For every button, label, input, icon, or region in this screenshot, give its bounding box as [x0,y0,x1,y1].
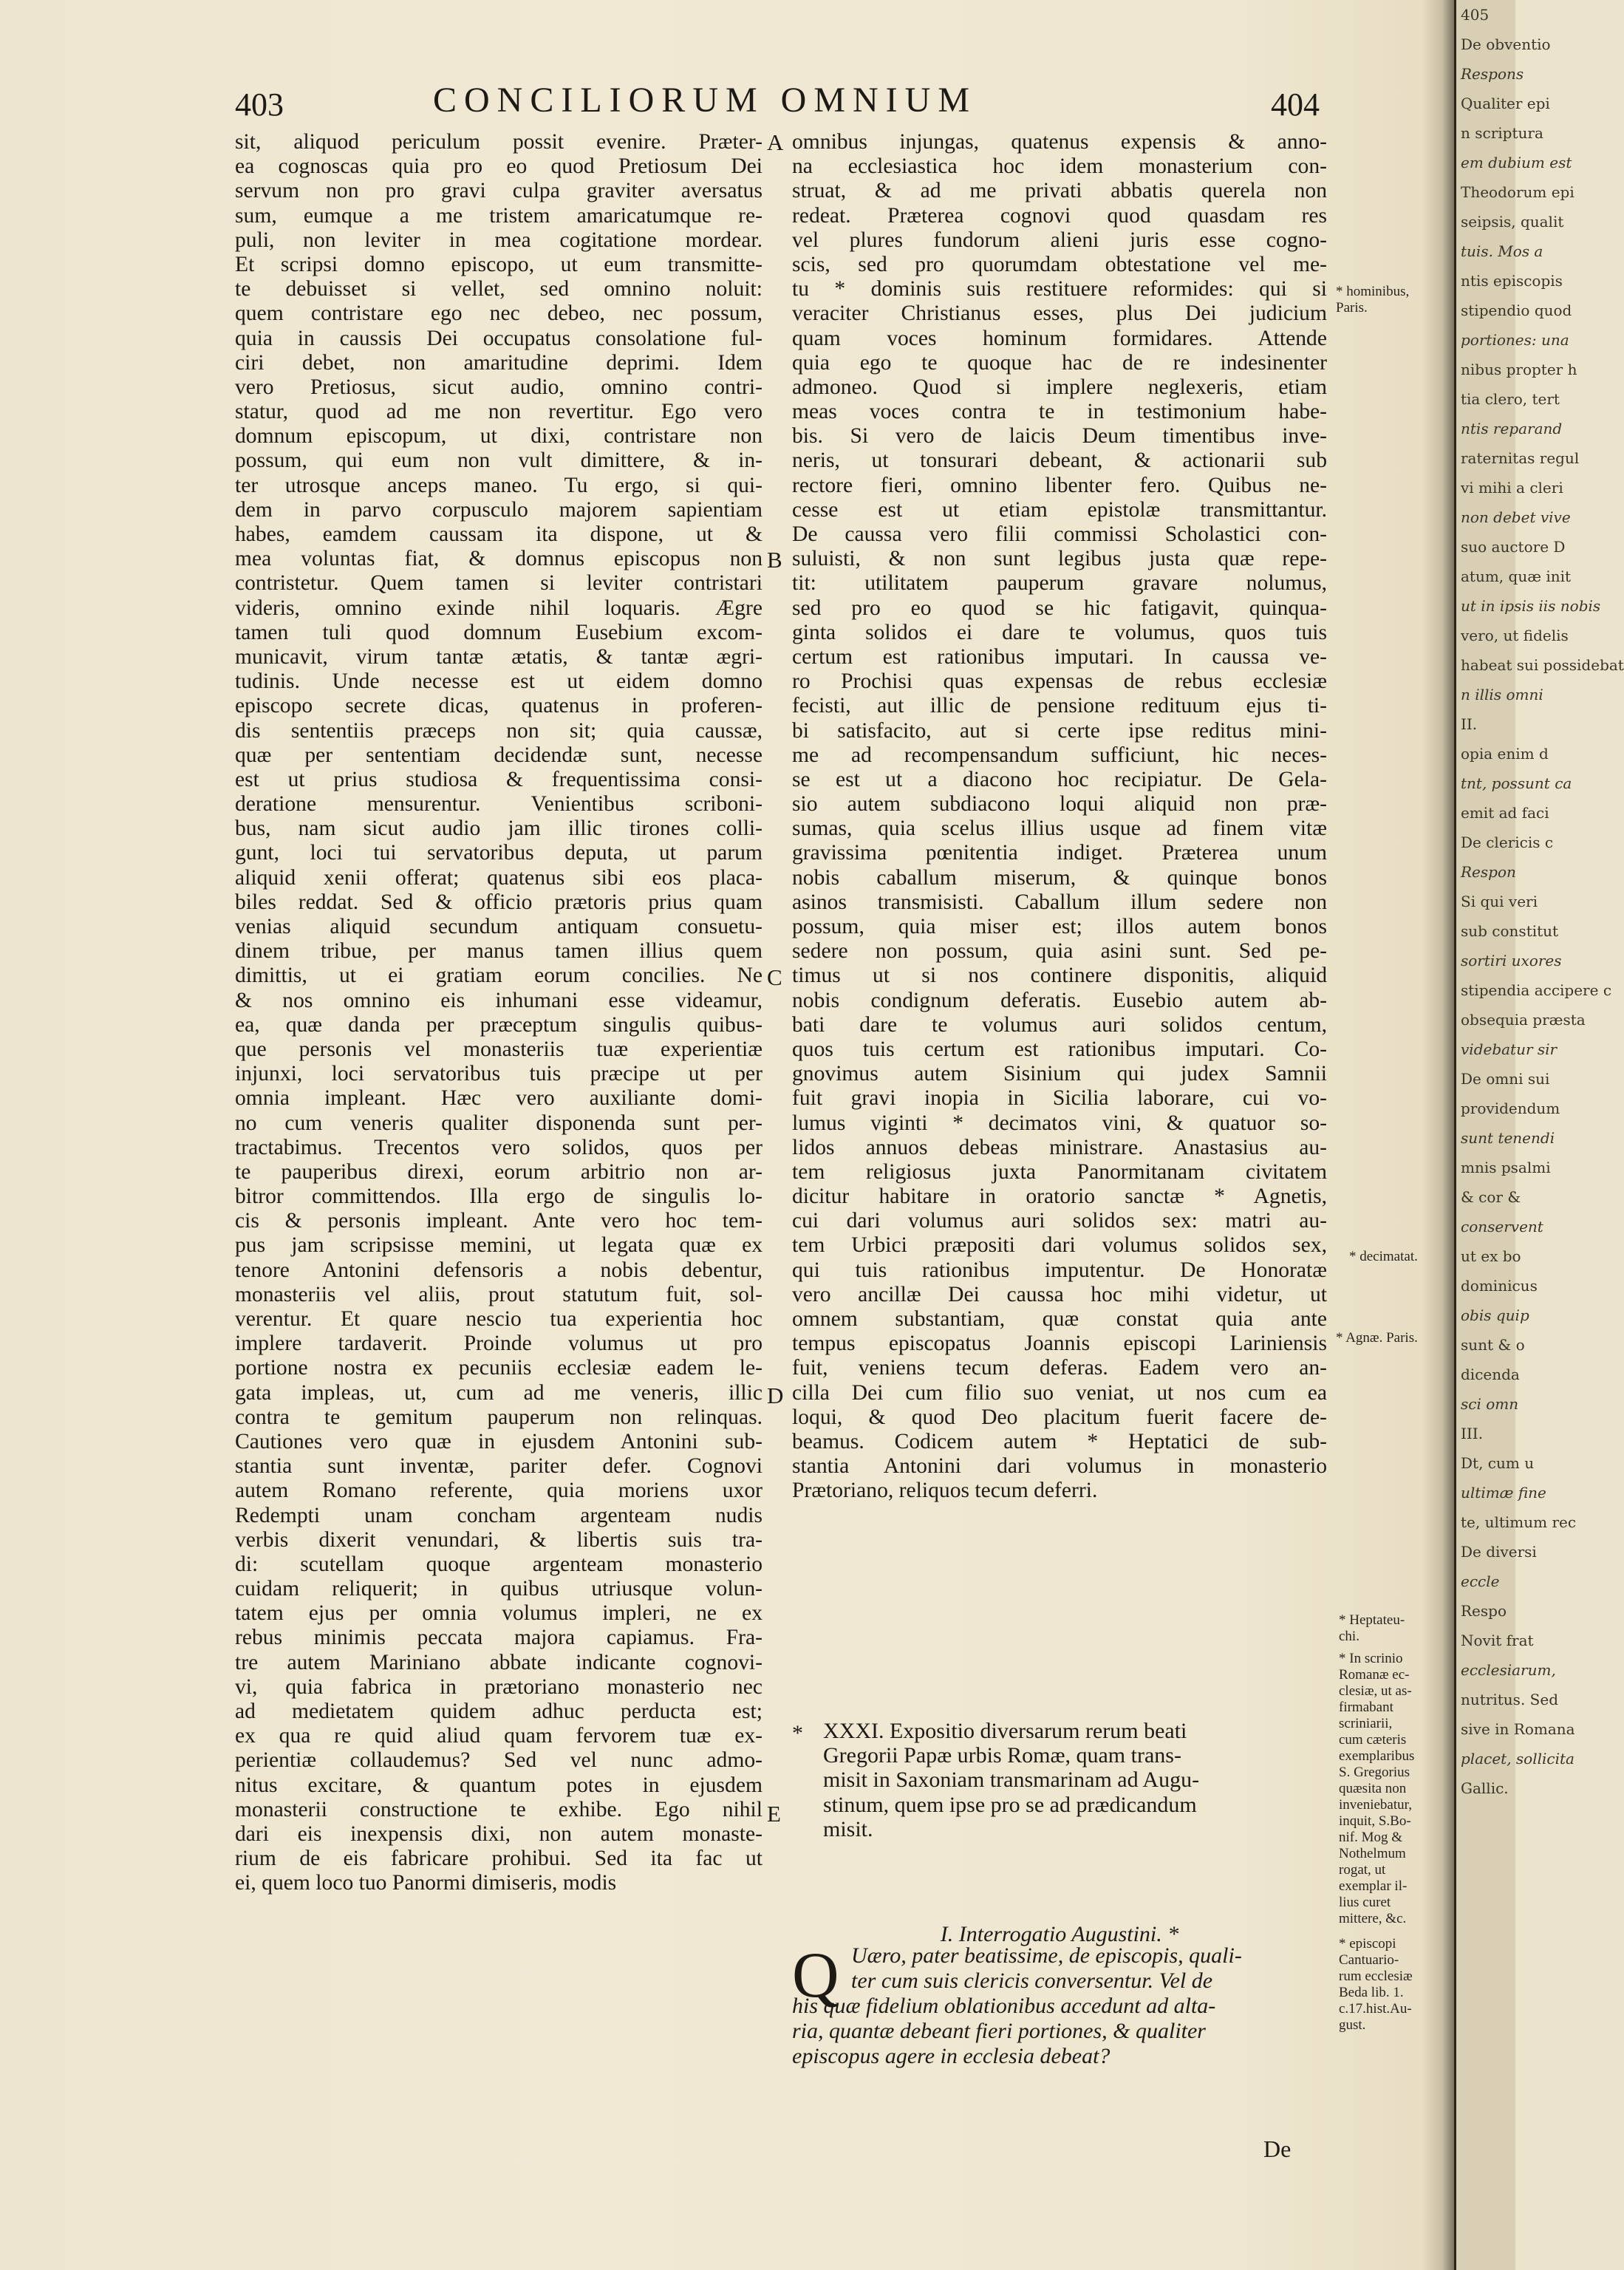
margin-note-line: Paris. [1336,300,1368,316]
text-line: nitus excitare, & quantum potes in ejusdem [235,1773,762,1797]
text-line: dis sententiis præceps non sit; quia caussæ, [235,718,762,743]
left-text-column [235,130,762,1896]
text-line: De caussa vero filii commissi Scholastici con- [792,522,1327,546]
adjacent-page-fragment: providendum [1461,1100,1560,1117]
text-line: Et scripsi domno episcopo, ut eum transmitte- [235,252,762,276]
text-line: gravissima pœnitentia indiget. Præterea unum [792,841,1327,865]
text-line: quam voces hominum formidares. Attende [792,326,1327,350]
margin-note-line: rum ecclesiæ [1339,1969,1413,1984]
text-line: contristetur. Quem tamen si leviter contristari [235,571,762,596]
adjacent-page-fragment: eccle [1461,1572,1500,1590]
text-line: bus, nam sicut audio jam illic tirones colli- [235,817,762,841]
adjacent-page-fragment: III. [1461,1425,1484,1442]
margin-note-line: Romanæ ec- [1339,1667,1410,1683]
text-line: mea voluntas fiat, & domnus episcopus non [235,547,762,571]
text-line: tatem ejus per omnia volumus impleri, ne ex [235,1601,762,1626]
adjacent-page-fragment: stipendia accipere c [1461,981,1612,999]
text-line: tu * dominis suis restituere reformides: qui si [792,277,1327,301]
margin-note-line: clesiæ, ut as- [1339,1683,1412,1699]
text-line: est ut prius studiosa & frequentissima consi- [235,767,762,791]
section-title-line: Gregorii Papæ urbis Romæ, quam trans- [823,1743,1181,1768]
text-line: di: scutellam quoque argenteam monasterio [235,1552,762,1576]
text-line: Redempti unam concham argenteam nudis [235,1503,762,1527]
adjacent-page-fragment: ut ex bo [1461,1247,1521,1265]
text-line: venias aliquid secundum antiquam consuetu- [235,915,762,938]
adjacent-page-fragment: tnt, possunt ca [1461,774,1572,792]
text-line: fuit, veniens tecum deferas. Eadem vero an- [792,1356,1327,1380]
margin-note-line: * Agnæ. Paris. [1336,1330,1418,1346]
text-line: scis, sed pro quorumdam obtestatione vel me- [792,252,1327,276]
adjacent-page-fragment: ultimæ fine [1461,1484,1546,1502]
adjacent-page-fragment: opia enim d [1461,745,1549,763]
margin-note-line: Nothelmum [1339,1846,1406,1861]
gutter-shadow [1422,0,1456,2270]
text-line: se est ut a diacono hoc recipiatur. De Gela- [792,767,1327,791]
text-line: lidos annuos debeas ministrare. Anastasius au- [792,1135,1327,1159]
text-line: gata impleas, ut, cum ad me veneris, illic [235,1380,762,1405]
adjacent-page-fragment: mnis psalmi [1461,1159,1551,1176]
text-line: portione nostra ex pecuniis ecclesiæ eadem le- [235,1356,762,1380]
adjacent-page-fragment: Qualiter epi [1461,95,1550,112]
text-line: tre autem Mariniano abbate indicante cognovi- [235,1650,762,1674]
text-line: te pauperibus direxi, eorum arbitrio non ar- [235,1159,762,1184]
text-line: tem Urbici præpositi dari volumus solidos sex, [792,1233,1327,1258]
margin-note-line: lius curet [1339,1895,1391,1910]
adjacent-page-fragment: De omni sui [1461,1070,1550,1088]
section-title [792,1719,1327,1841]
adjacent-page-fragment: vero, ut fidelis [1461,627,1569,644]
text-line: stantia Antonini dari volumus in monasterio [792,1454,1327,1479]
margin-note-line: * In scrinio [1339,1651,1403,1666]
section-title-star: * [792,1721,803,1745]
section-marker-d: D [767,1383,784,1408]
adjacent-page-fragment: ecclesiarum, [1461,1661,1556,1679]
adjacent-page-fragment: nibus propter h [1461,361,1577,378]
text-line: implere tardaverit. Proinde volumus ut pro [235,1332,762,1356]
text-line: me ad recompensandum sufficiunt, hic neces- [792,743,1327,767]
adjacent-page-fragment: suo auctore D [1461,538,1566,556]
text-line: tudinis. Unde necesse est ut eidem domno [235,669,762,694]
text-line: redeat. Præterea cognovi quod quasdam res [792,203,1327,228]
catchword: De [1263,2136,1292,2162]
adjacent-page-fragment: dicenda [1461,1366,1520,1383]
adjacent-page-fragment: II. [1461,715,1478,733]
margin-note-line: mittere, &c. [1339,1911,1407,1926]
text-line: & nos omnino eis inhumani esse videamur, [235,988,762,1012]
text-line: contra te gemitum pauperum non relinquas. [235,1405,762,1429]
margin-note-line: c.17.hist.Au- [1339,2001,1412,2017]
question-line: ter cum suis clericis conversentur. Vel de [851,1969,1213,1993]
text-line: gunt, loci tui servatoribus deputa, ut parum [235,841,762,865]
text-line: asinos transmisisti. Caballum illum sedere non [792,890,1327,914]
adjacent-page-fragment: sunt tenendi [1461,1129,1555,1147]
section-title-line: misit. [823,1816,873,1841]
adjacent-page-fragment: De obventio [1461,35,1551,53]
adjacent-page-fragment: De diversi [1461,1543,1537,1561]
adjacent-page-fragment: ntis reparand [1461,420,1563,437]
adjacent-page-fragment: 405 [1461,6,1490,24]
section-marker-b: B [767,547,782,573]
adjacent-page-fragment: conservent [1461,1218,1543,1235]
section-title-line: XXXI. Expositio diversarum rerum beati [823,1719,1187,1743]
right-text-column [792,130,1327,1504]
text-line: tem religiosus juxta Panormitanam civitatem [792,1159,1327,1184]
margin-note-line: cum cæteris [1339,1732,1407,1748]
adjacent-page-fragment: Respo [1461,1602,1507,1620]
adjacent-page-fragment: Theodorum epi [1461,183,1574,201]
section-title-line: misit in Saxoniam transmarinam ad Augu- [823,1768,1200,1793]
question-paragraph [792,1940,1327,2069]
text-line: ciri debet, non amaritudine deprimi. Idem [235,350,762,375]
question-line: Uæro, pater beatissime, de episcopis, quali- [851,1943,1242,1968]
text-line: quos tuis certum est rationibus imputari. Co- [792,1037,1327,1061]
text-line: neris, ut tonsurari debeant, & actionarii sub [792,449,1327,473]
adjacent-page-fragment: vi mihi a cleri [1461,479,1563,497]
text-line: municavit, virum tantæ ætatis, & tantæ ægri- [235,644,762,669]
text-line: ginta solidos ei dare te volumus, quos tuis [792,620,1327,644]
adjacent-page-fragment: Novit frat [1461,1632,1534,1649]
text-line: dimittis, ut ei gratiam eorum concilies. Ne [235,964,762,988]
text-line: episcopo secrete dicas, quatenus in proferen- [235,694,762,718]
text-line: sit, aliquod periculum possit evenire. Præter- [235,130,762,154]
text-line: ea cognoscas quia pro eo quod Pretiosum Dei [235,154,762,179]
margin-note-line: inquit, S.Bo- [1339,1813,1411,1829]
adjacent-page-fragment: placet, sollicita [1461,1750,1574,1768]
text-line: admoneo. Quod si implere neglexeris, etiam [792,375,1327,399]
text-line: meas voces contra te in testimonium habe- [792,400,1327,424]
text-line: tempus episcopatus Joannis episcopi Lariniensis [792,1332,1327,1356]
adjacent-page-edge [1454,0,1624,2270]
text-line: possum, quia miser est; illos autem bonos [792,915,1327,938]
adjacent-page-fragment: raternitas regul [1461,449,1580,467]
text-line: sumas, quia scelus illius usque ad finem vitæ [792,817,1327,841]
text-line: bi satisfacito, aut si certe ipse reditus mini- [792,718,1327,743]
text-line: sio autem subdiacono loqui aliquid non præ- [792,792,1327,817]
text-line: ad medietatem quidem adhuc perducta est; [235,1700,762,1723]
text-line: vero Pretiosus, sicut audio, omnino contri- [235,375,762,399]
text-line: ea, quæ danda per præceptum singulis quibus- [235,1012,762,1037]
text-line: puli, non leviter in mea cogitatione mordear. [235,228,762,252]
text-line: sed pro eo quod se hic fatigavit, quinqua- [792,596,1327,620]
margin-note-episcopi [1339,1936,1413,2034]
text-line: tamen tuli quod domnum Eusebium excom- [235,620,762,644]
margin-note-hominibus [1336,284,1409,316]
section-marker-c: C [767,964,782,990]
adjacent-page-fragment: sive in Romana [1461,1720,1575,1738]
text-line: gnovimus autem Sisinium qui judex Samnii [792,1062,1327,1086]
adjacent-page-fragment: Respon [1461,863,1516,881]
text-line: cis & personis impleant. Ante vero hoc tem- [235,1209,762,1233]
adjacent-page-fragment: nutritus. Sed [1461,1691,1558,1708]
text-line: Prætoriano, reliquos tecum deferri. [792,1479,1098,1503]
margin-note-line: inveniebatur, [1339,1797,1412,1813]
text-line: qui tuis rationibus imputentur. De Honoratæ [792,1258,1327,1282]
margin-note-line: Cantuario- [1339,1952,1399,1968]
text-line: perientiæ collaudemus? Sed vel nunc admo- [235,1748,762,1773]
text-line: rebus minimis peccata majora capiamus. Fra- [235,1626,762,1650]
text-line: rium de eis fabricare prohibui. Sed ita fac ut [235,1847,762,1871]
text-line: possum, qui eum non vult dimittere, & in- [235,449,762,473]
text-line: Cautiones vero quæ in ejusdem Antonini sub- [235,1429,762,1453]
text-line: statur, quod ad me non revertitur. Ego vero [235,400,762,424]
text-line: aliquid xenii offerat; quatenus sibi eos placa- [235,865,762,890]
text-line: cilla Dei cum filio suo veniat, ut nos cum ea [792,1380,1327,1405]
adjacent-page-fragment: Dt, cum u [1461,1454,1535,1472]
text-line: quia in caussis Dei occupatus consolatione ful- [235,326,762,350]
text-line: injunxi, loci servatoribus tuis præcipe ut per [235,1062,762,1086]
text-line: cui dari volumus auri solidos sex: matri au- [792,1209,1327,1233]
adjacent-page-fragment: tuis. Mos a [1461,242,1543,260]
question-line: episcopus agere in ecclesia debeat? [792,2044,1110,2068]
left-page-number: 403 [235,86,284,123]
text-line: fuit gravi inopia in Sicilia laborare, cui vo- [792,1086,1327,1111]
adjacent-page-fragment: non debet vive [1461,508,1571,526]
text-line: servum non pro gravi culpa graviter aversatus [235,179,762,203]
adjacent-page-fragment: portiones: una [1461,331,1569,349]
adjacent-page-fragment: videbatur sir [1461,1040,1558,1058]
text-line: omnia impleant. Hæc vero auxiliante domi- [235,1086,762,1111]
margin-note-agnae [1336,1330,1418,1346]
text-line: monasterii constructione te exhibe. Ego nihil [235,1797,762,1821]
adjacent-page-fragment: Si qui veri [1461,893,1538,910]
text-line: ex qua re quid aliud quam fervorem tuæ ex- [235,1724,762,1748]
margin-note-line: chi. [1339,1629,1359,1644]
text-line: pus jam scripsisse memini, ut legata quæ ex [235,1233,762,1258]
text-line: vel plures fundorum alieni juris esse cogno- [792,228,1327,252]
adjacent-page-fragment: dominicus [1461,1277,1538,1295]
adjacent-page-fragment: sci omn [1461,1395,1519,1413]
running-header: CONCILIORUM OMNIUM [432,81,977,120]
margin-note-line: quæsita non [1339,1781,1407,1796]
text-line: omnibus injungas, quatenus expensis & anno- [792,130,1327,154]
text-line: verbis dixerit venundari, & libertis suis tra- [235,1527,762,1552]
question-line: his quæ fidelium oblationibus accedunt ad alta- [792,1994,1216,2018]
adjacent-page-fragment: seipsis, qualit [1461,213,1564,231]
text-line: loqui, & quod Deo placitum fuerit facere de- [792,1405,1327,1429]
adjacent-page-fragment: habeat sui possidebat [1461,656,1624,674]
adjacent-page-fragment: n illis omni [1461,686,1543,703]
margin-note-line: * Heptateu- [1339,1612,1405,1628]
adjacent-page-fragment: em dubium est [1461,154,1572,171]
text-line: vi, quia fabrica in prætoriano monasterio nec [235,1674,762,1699]
text-line: tenore Antonini defensoris a nobis debentur, [235,1258,762,1282]
adjacent-page-fragment: sortiri uxores [1461,952,1562,969]
text-line: bati dare te volumus auri solidos centum, [792,1012,1327,1037]
text-line: timus ut si nos continere disponitis, aliquid [792,964,1327,988]
adjacent-page-fragment: ut in ipsis iis nobis [1461,597,1601,615]
text-line: suluisti, & non sunt legibus justa quæ repe- [792,547,1327,571]
adjacent-page-fragment: atum, quæ init [1461,568,1572,585]
margin-note-line: rogat, ut [1339,1862,1386,1878]
text-line: stantia sunt inventæ, pariter defer. Cognovi [235,1454,762,1479]
text-line: fecisti, aut illic de pensione redituum ejus ti- [792,694,1327,718]
text-line: habes, eamdem caussam ita dispone, ut & [235,522,762,546]
margin-note-line: gust. [1339,2017,1366,2033]
text-line: nobis condignum deferatis. Eusebio autem ab- [792,988,1327,1012]
text-line: dicitur habitare in oratorio sanctæ * Agnetis, [792,1185,1327,1209]
question-line: ria, quantæ debeant fieri portiones, & qualiter [792,2019,1206,2043]
interrogatio-heading: I. Interrogatio Augustini. * [940,1922,1179,1946]
text-line: quem contristare ego nec debeo, nec possum, [235,301,762,326]
margin-note-line: * episcopi [1339,1936,1396,1952]
margin-note-line: nif. Mog & [1339,1830,1403,1845]
text-line: dem in parvo corpusculo majorem sapientiam [235,497,762,522]
text-line: dinem tribue, per manus tamen illius quem [235,939,762,964]
text-line: beamus. Codicem autem * Heptatici de sub- [792,1429,1327,1453]
text-line: biles reddat. Sed & officio prætoris prius quam [235,890,762,914]
adjacent-page-fragment: obsequia præsta [1461,1011,1586,1029]
text-line: sum, eumque a me tristem amaricatumque re- [235,203,762,228]
adjacent-page-fragment: ntis episcopis [1461,272,1563,290]
drop-cap: Q [792,1940,839,2011]
text-line: cuidam reliquerit; in quibus utriusque volun- [235,1577,762,1601]
text-line: no cum veneris qualiter disponenda sunt per- [235,1111,762,1135]
text-line: deratione mensurentur. Venientibus scriboni- [235,792,762,817]
text-line: te debuisset si vellet, sed omnino noluit: [235,277,762,301]
margin-note-heptateuchi [1339,1612,1405,1645]
text-line: cesse est ut etiam epistolæ transmittantur. [792,497,1327,522]
text-line: sedere non possum, quia asini sunt. Sed pe- [792,939,1327,964]
text-line: videris, omnino exinde nihil loquaris. Ægre [235,596,762,620]
margin-note-line: Beda lib. 1. [1339,1985,1404,2000]
text-line: rectore fieri, omnino libenter fero. Quibus ne- [792,473,1327,497]
adjacent-page-fragment: & cor & [1461,1188,1521,1206]
text-line: tit: utilitatem pauperum gravare nolumus, [792,571,1327,596]
section-marker-e: E [767,1801,781,1827]
margin-note-line: exemplaribus [1339,1748,1415,1764]
margin-note-in-scrinio [1339,1651,1414,1927]
text-line: bitror committendos. Illa ergo de singulis lo- [235,1185,762,1209]
adjacent-page-fragment: te, ultimum rec [1461,1513,1577,1531]
text-line: bis. Si vero de laicis Deum timentibus inve- [792,424,1327,449]
margin-note-decimatat [1349,1249,1418,1265]
adjacent-page-fragment: De clericis c [1461,834,1554,851]
adjacent-page-fragment: Respons [1461,65,1524,83]
text-line: domnum episcopum, ut dixi, contristare non [235,424,762,449]
text-line: nobis caballum miserum, & quinque bonos [792,865,1327,890]
text-line: ro Prochisi quas expensas de rebus ecclesiæ [792,669,1327,694]
text-line: quia ego te quoque hac de re indesinenter [792,350,1327,375]
text-line: verentur. Et quare nescio tua experientia hoc [235,1307,762,1331]
text-line: struat, & ad me privati abbatis querela non [792,179,1327,203]
text-line: certum est rationibus imputari. In caussa ve- [792,644,1327,669]
text-line: autem Romano referente, quia moriens uxor [235,1479,762,1503]
text-line: ei, quem loco tuo Panormi dimiseris, modis [235,1871,617,1895]
text-line: vero ancillæ Dei caussa hoc mihi videtur, ut [792,1282,1327,1306]
text-line: ter utrosque anceps maneo. Tu ergo, si qui- [235,473,762,497]
margin-note-line: scriniarii, [1339,1716,1393,1731]
adjacent-page-fragment: stipendio quod [1461,301,1572,319]
margin-note-line: firmabant [1339,1700,1393,1715]
text-line: lumus viginti * decimatos vini, & quatuor so- [792,1111,1327,1135]
text-line: monasteriis vel aliis, prout statutum fuit, sol- [235,1282,762,1306]
margin-note-line: exemplar il- [1339,1878,1408,1894]
adjacent-page-fragment: obis quip [1461,1306,1529,1324]
adjacent-page-fragment: n scriptura [1461,124,1543,142]
section-marker-a: A [767,129,784,155]
adjacent-page-fragment: tia clero, tert [1461,390,1560,408]
adjacent-page-fragment: sunt & o [1461,1336,1525,1354]
text-line: dari eis inexpensis dixi, non autem monaste- [235,1821,762,1846]
margin-note-line: S. Gregorius [1339,1765,1410,1780]
text-line: tractabimus. Trecentos vero solidos, quos per [235,1135,762,1159]
margin-note-line: * decimatat. [1349,1249,1418,1264]
adjacent-page-fragment: Gallic. [1461,1779,1509,1797]
text-line: quæ per sententiam decidendæ sunt, necesse [235,743,762,767]
section-title-line: stinum, quem ipse pro se ad prædicandum [823,1792,1197,1817]
text-line: que personis vel monasteriis tuæ experientiæ [235,1037,762,1061]
text-line: na ecclesiastica hoc idem monasterium con- [792,154,1327,179]
adjacent-page-fragment: sub constitut [1461,922,1559,940]
margin-note-line: * hominibus, [1336,284,1410,299]
adjacent-page-fragment: emit ad faci [1461,804,1549,822]
text-line: omnem substantiam, quæ constat quia ante [792,1307,1327,1331]
text-line: veraciter Christianus esses, plus Dei judicium [792,301,1327,326]
right-page-number: 404 [1271,86,1320,123]
